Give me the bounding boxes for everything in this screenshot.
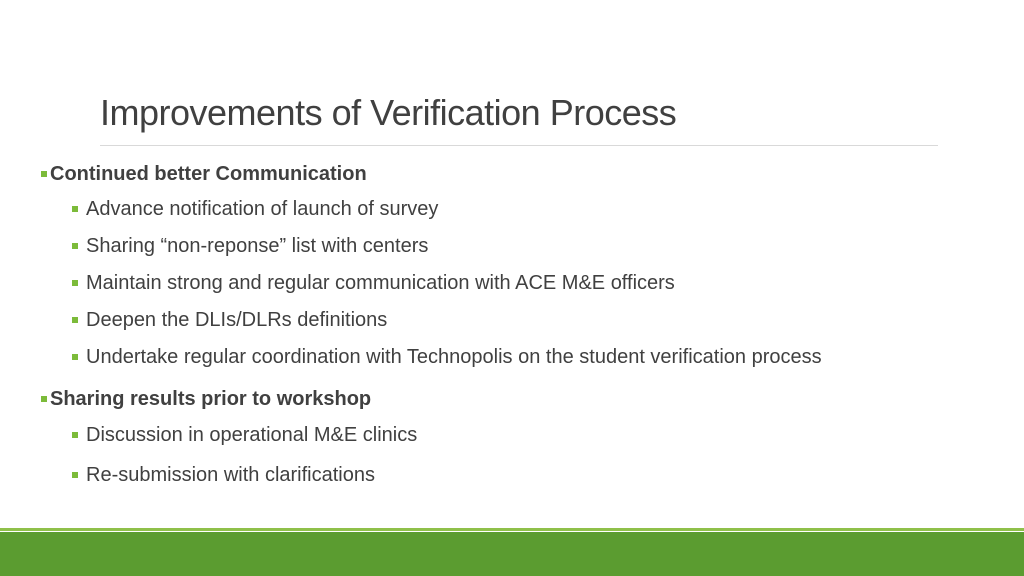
bullet-icon	[72, 354, 78, 360]
list-item	[86, 423, 417, 447]
section-heading-sharing-results	[50, 387, 371, 411]
bullet-icon	[41, 396, 47, 402]
bullet-icon	[72, 317, 78, 323]
section-heading-label: Continued better Communication	[50, 163, 367, 185]
list-item-label: Re-submission with clarifications	[86, 464, 375, 486]
bullet-icon	[72, 432, 78, 438]
list-item	[86, 197, 438, 221]
footer-bar	[0, 532, 1024, 576]
list-item-label: Sharing “non-reponse” list with centers	[86, 235, 429, 257]
list-item-label: Advance notification of launch of survey	[86, 198, 439, 220]
list-item	[86, 271, 675, 295]
slide-title: Improvements of Verification Process	[100, 92, 677, 133]
bullet-icon	[72, 280, 78, 286]
bullet-icon	[72, 243, 78, 249]
list-item-label: Undertake regular coordination with Technopolis on the student verification process	[86, 346, 822, 368]
list-item-label: Discussion in operational M&E clinics	[86, 424, 418, 446]
bullet-icon	[72, 472, 78, 478]
bullet-icon	[41, 171, 47, 177]
section-heading-communication	[50, 162, 367, 186]
footer-accent-line	[0, 528, 1024, 531]
list-item	[86, 234, 428, 258]
section-heading-label: Sharing results prior to workshop	[50, 388, 372, 410]
list-item	[86, 345, 822, 369]
list-item-label: Deepen the DLIs/DLRs definitions	[86, 309, 388, 331]
list-item	[86, 463, 375, 487]
list-item	[86, 308, 387, 332]
list-item-label: Maintain strong and regular communication with ACE M&E officers	[86, 272, 675, 294]
bullet-icon	[72, 206, 78, 212]
